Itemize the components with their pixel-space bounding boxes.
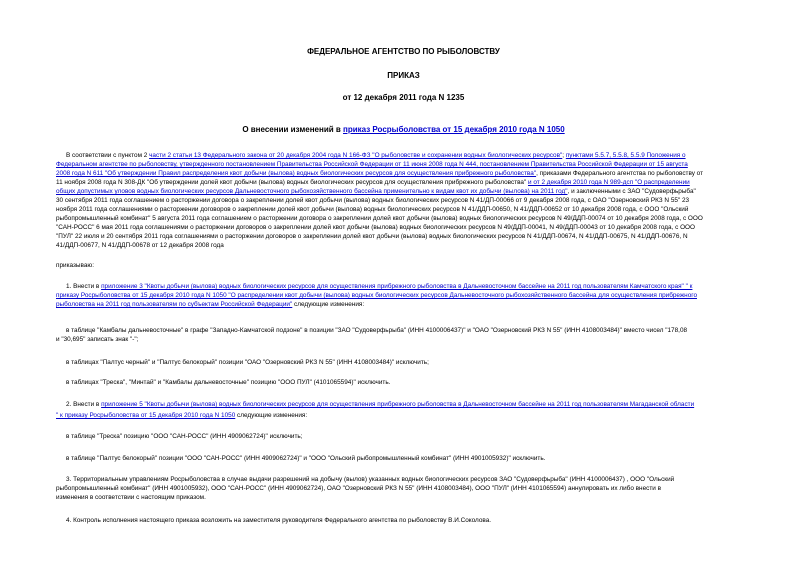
title-order-link[interactable]: приказ Росрыболовства от 15 декабря 2010 года N 1050 [343,125,565,134]
order-word: приказываю: [56,262,94,269]
item-1-line [56,300,364,309]
item-text: следующие изменения: [235,412,308,419]
preamble-line: "ПУЛ" 22 июля и 20 сентября 2011 года соглашениями о расторжении договоров о закреплении долей квот добычи (вылова) водных биологических ресурсов N 41/ДДП-00674, N 41/ДДП-00675, N 41/ДДП-00676, N [56,233,688,240]
preamble-line [56,187,696,196]
regulation-link[interactable]: пунктами 5.5.7, 5.5.8, 5.5.9 Положения о [565,152,686,159]
item-2-sub-2: в таблице "Палтус белокорый" позиции "ООО "САН-РОСС" (ИНН 4909062724)" и "ООО "Ольский рыбопромышленный комбинат" (ИНН 4901005932)" исключить. [66,455,546,462]
preamble-line: "САН-РОСС" 6 мая 2011 года соглашениями о расторжении договоров о закреплении долей квот добычи (вылова) водных биологических ресурсов N 49/ДДП-00041, N 49/ДДП-00043 от 10 декабря 2008 года, с ООО [56,224,695,231]
item-1-sub-2: в таблицах "Палтус черный" и "Палтус белокорый" позиции "ОАО "Озерновский РКЗ N 55" (ИНН 4108003484)" исключить; [66,359,429,366]
item-4-line: 4. Контроль исполнения настоящего приказа возложить на заместителя руководителя Федерального агентства по рыболовству В.И.Соколова. [66,517,492,524]
item-2-line [56,411,307,420]
item-3-line: 3. Территориальным управлениям Росрыболовства в случае выдачи разрешений на добычу (вылов) указанных водных биологических ресурсов ЗАО "Судоверфьрыба" (ИНН 4100006437) , ООО "Ольский [66,476,675,483]
regulation-link-cont[interactable]: Федеральном агентстве по рыболовству, утвержденного постановлением Правительства Российской Федерации от 11 июня 2008 года N 444, постановлением Правительства Российской Федерации от 15 августа [56,161,688,168]
preamble-line [66,151,686,160]
order-989-link[interactable]: и от 2 декабря 2010 года N 989-дсп "О распределении [528,179,690,186]
decree-611-link[interactable]: 2008 года N 611 "Об утверждении Правил распределения квот добычи (вылова) водных биологических ресурсов для осуществления прибрежного рыболовства" [56,170,537,177]
document-type: ПРИКАЗ [387,71,420,80]
item-1-line [56,291,697,300]
appendix-5-link[interactable]: приложение 5 "Квоты добычи (вылова) водных биологических ресурсов для осуществления прибрежного рыболовства в Дальневосточном бассейне на 2011 год пользователям Магаданской области [101,401,695,408]
item-text: 2. Внести в [66,401,102,408]
law-166-link[interactable]: части 2 статьи 13 Федерального закона от 20 декабря 2004 года N 166-ФЗ "О рыболовстве и сохранении водных биологических ресурсов" [149,152,563,159]
preamble-text: 11 ноября 2008 года N 308-ДК "Об утверждении долей квот добычи (вылова) водных биологических ресурсов для осуществления прибрежного рыболовства" [56,179,529,186]
preamble-line: 30 сентября 2011 года соглашением о расторжении договора о закреплении долей квот добычи (вылова) водных биологических ресурсов N 41/ДП-00066 от 9 декабря 2008 года, с ОАО "Озерновский РКЗ N 55" 23 [56,197,690,204]
preamble-line: рыбопромышленный комбинат" 5 августа 2011 года соглашением о расторжении договора о закреплении долей квот добычи (вылова) водных биологических ресурсов N 49/ДДП-00074 от 10 декабря 2008 года, с ООО [56,215,703,222]
order-1050-link-cont[interactable]: рыболовства на 2011 год пользователям по субъектам Российской Федерации" [56,301,293,308]
item-3-line: рыбопромышленный комбинат" (ИНН 4901005932), ООО "САН-РОСС" (ИНН 4909062724), ОАО "Озерновский РКЗ N 55" (ИНН 4108003484), ООО "ПУЛ" (ИНН 4101065594) аннулировать их либо внести в [56,485,661,492]
appendix-3-link[interactable]: приложение 3 "Квоты добычи (вылова) водных биологических ресурсов для осуществления прибрежного рыболовства в Дальневосточном бассейне на 2011 год пользователям Камчатского края" " к [101,283,693,290]
document-title [0,125,807,134]
agency-name: ФЕДЕРАЛЬНОЕ АГЕНТСТВО ПО РЫБОЛОВСТВУ [307,47,500,56]
item-2-sub-1: в таблице "Треска" позицию "ООО "САН-РОСС" (ИНН 4909062724)" исключить; [66,433,303,440]
preamble-line [56,178,690,187]
document-date-number: от 12 декабря 2011 года N 1235 [342,93,465,102]
item-2-line [66,400,694,409]
item-1-sub-1: в таблице "Камбалы дальневосточные" в графе "Западно-Камчатской подзоне" в позиции "ЗАО "Судоверфьрыба" (ИНН 4100006437)" и "ОАО "Озерновский РКЗ N 55" (ИНН 4108003484)" вместо чисел "178,08 [66,327,688,334]
preamble-line: 41/ДДП-00677, N 41/ДДП-00678 от 12 декабря 2008 года [56,242,224,249]
preamble-line [56,160,688,169]
preamble-text: В соответствии с пунктом 2 [66,152,150,159]
preamble-line: ноября 2011 года соглашениями о расторжении договоров о закреплении долей квот добычи (вылова) водных биологических ресурсов N 41/ДДП-00650, N 41/ДДП-00652 от 10 декабря 2008 года, с ООО "Ольский [56,206,689,213]
item-text: 1. Внести в [66,283,102,290]
item-1-sub-3: в таблицах "Треска", "Минтай" и "Камбалы дальневосточные" позицию "ООО ПУЛ" (4101065594)" исключить. [66,379,391,386]
item-text: следующие изменения: [292,301,365,308]
preamble-line [56,169,703,178]
preamble-text: ; [562,152,566,159]
item-1-sub-1-cont: и "30,695" записать знак "-"; [56,336,139,343]
order-989-link-cont[interactable]: общих допустимых уловов водных биологических ресурсов Дальневосточного рыбохозяйственного бассейна применительно к видам квот их добычи (вылова) на 2011 год" [56,188,568,195]
item-1-line [66,282,692,291]
preamble-text: , приказами Федерального агентства по рыболовству от [536,170,704,177]
preamble-text: , и заключенными с ЗАО "Судоверфьрыба" [567,188,696,195]
title-prefix: О внесении изменений в [242,125,344,134]
item-3-line: изменения в соответствии с настоящим приказом. [56,494,206,501]
order-1050-link-2[interactable]: " к приказу Росрыболовства от 15 декабря 2010 года N 1050 [56,412,236,419]
order-1050-link[interactable]: приказу Росрыболовства от 15 декабря 2010 года N 1050 "О распределении квот добычи (вылова) водных биологических ресурсов Дальневосточного рыбохозяйственного бассейна для осуществления прибрежного [56,292,697,299]
